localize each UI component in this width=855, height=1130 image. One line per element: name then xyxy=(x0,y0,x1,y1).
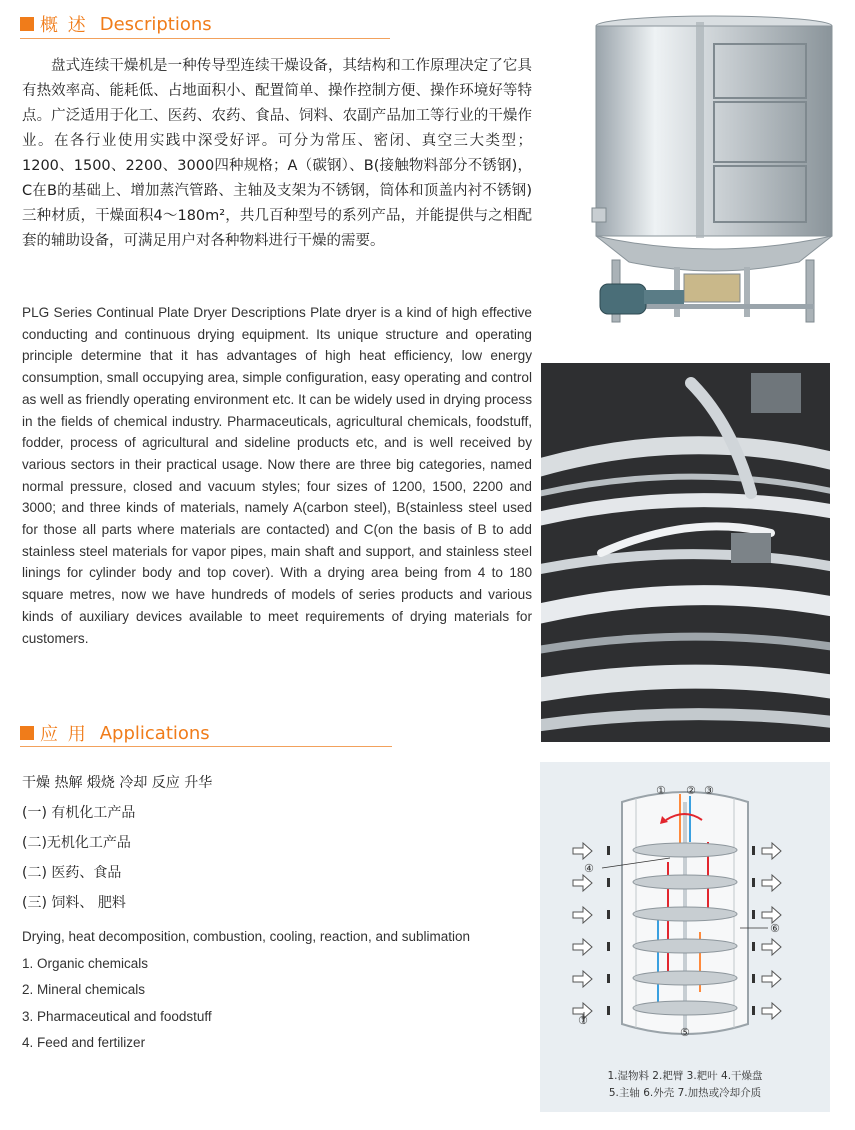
callout-5: ⑤ xyxy=(680,1026,690,1039)
callout-3: ③ xyxy=(704,784,714,797)
descriptions-rule xyxy=(20,38,390,39)
list-item: 3. Pharmaceutical and foodstuff xyxy=(22,1008,212,1024)
list-item: Drying, heat decomposition, combustion, cooling, reaction, and sublimation xyxy=(22,929,470,944)
descriptions-zh-text: 盘式连续干燥机是一种传导型连续干燥设备，其结构和工作原理决定了它具有热效率高、能耗低、占地面积小、配置简单、操作控制方便、操作环境好等特点。广泛适用于化工、医药、农药、食品、饲料、农副产品加工等行业的干燥作业。在各行业使用实践中深受好评。可分为常压、密闭、真空三大类型；1200、1500、2200、3000四种规格；A（碳钢）、B(接触物料部分不锈钢)，C在B的基础上、增加蒸汽管路、主轴及支架为不锈钢，筒体和顶盖内衬不锈钢)三种材质，干燥面积4～180m²，共几百种型号的系列产品，并能提供与之相配套的辅助设备，可满足用户对各种物料进行干燥的需要。 xyxy=(22,58,532,249)
callout-4: ④ xyxy=(584,862,594,875)
dryer-interior-photo xyxy=(541,363,830,742)
list-item: 4. Feed and fertilizer xyxy=(22,1035,146,1050)
heading-square-icon xyxy=(20,726,34,740)
schematic-drawing xyxy=(540,762,830,1062)
callout-7: ⑦ xyxy=(578,1014,588,1027)
descriptions-en-text: PLG Series Continual Plate Dryer Descriptions Plate dryer is a kind of high effective conducting and continuous drying equipment. Its unique structure and operating principle determine that it has advantages of high heat efficiency, low energy consumption, small occupying area, simple configuration, easy operating and control as well as friendly operating environment etc. It can be widely used in drying process in the fields of chemical industry. Pharmaceuticals, agricultural chemicals, foodstuff, fodder, process of agricultural and sideline products etc, and is well received by various sectors in their practical usage. Now there are three big categories, named normal pressure, closed and vacuum styles; four sizes of 1200, 1500, 2200 and 3000; and three kinds of materials, namely A(carbon steel), B(stainless steel used for those all parts where materials are contacted) and C(on the basis of B to add stainless steel materials for vapor pipes, main shaft and support, and stainless steel linings for cylinder body and top cover). With a drying area being from 4 to 180 square metres, now we have hundreds of models of series products and various kinds of auxiliary devices available to meet requirements of drying materials for customers. xyxy=(22,305,532,646)
applications-rule xyxy=(20,746,392,747)
diagram-legend-line2: 5.主轴 6.外壳 7.加热或冷却介质 xyxy=(608,1087,762,1099)
dryer-schematic-diagram xyxy=(540,762,830,1112)
list-item: 2. Mineral chemicals xyxy=(22,982,146,997)
list-item: 干燥 热解 煅烧 冷却 反应 升华 xyxy=(22,775,213,791)
callout-1: ① xyxy=(656,784,666,797)
callout-6: ⑥ xyxy=(770,922,780,935)
descriptions-title-zh: 概 述 xyxy=(40,15,88,36)
list-item: 1. Organic chemicals xyxy=(22,955,149,971)
list-item: (二) 医药、食品 xyxy=(22,865,122,881)
applications-list xyxy=(22,768,522,1057)
diagram-legend-line1: 1.湿物料 2.耙臂 3.耙叶 4.干燥盘 xyxy=(607,1070,763,1082)
dryer-machine-image xyxy=(584,12,844,342)
list-item: (一) 有机化工产品 xyxy=(22,805,136,821)
applications-title-en: Applications xyxy=(99,722,210,744)
descriptions-title-en: Descriptions xyxy=(99,13,212,35)
applications-heading xyxy=(20,720,210,746)
heading-square-icon xyxy=(20,17,34,31)
callout-2: ② xyxy=(686,784,696,797)
list-item: (三) 饲料、 肥料 xyxy=(22,895,126,911)
descriptions-heading xyxy=(20,11,212,37)
list-item: (二)无机化工产品 xyxy=(22,835,131,851)
applications-title-zh: 应 用 xyxy=(40,724,88,745)
